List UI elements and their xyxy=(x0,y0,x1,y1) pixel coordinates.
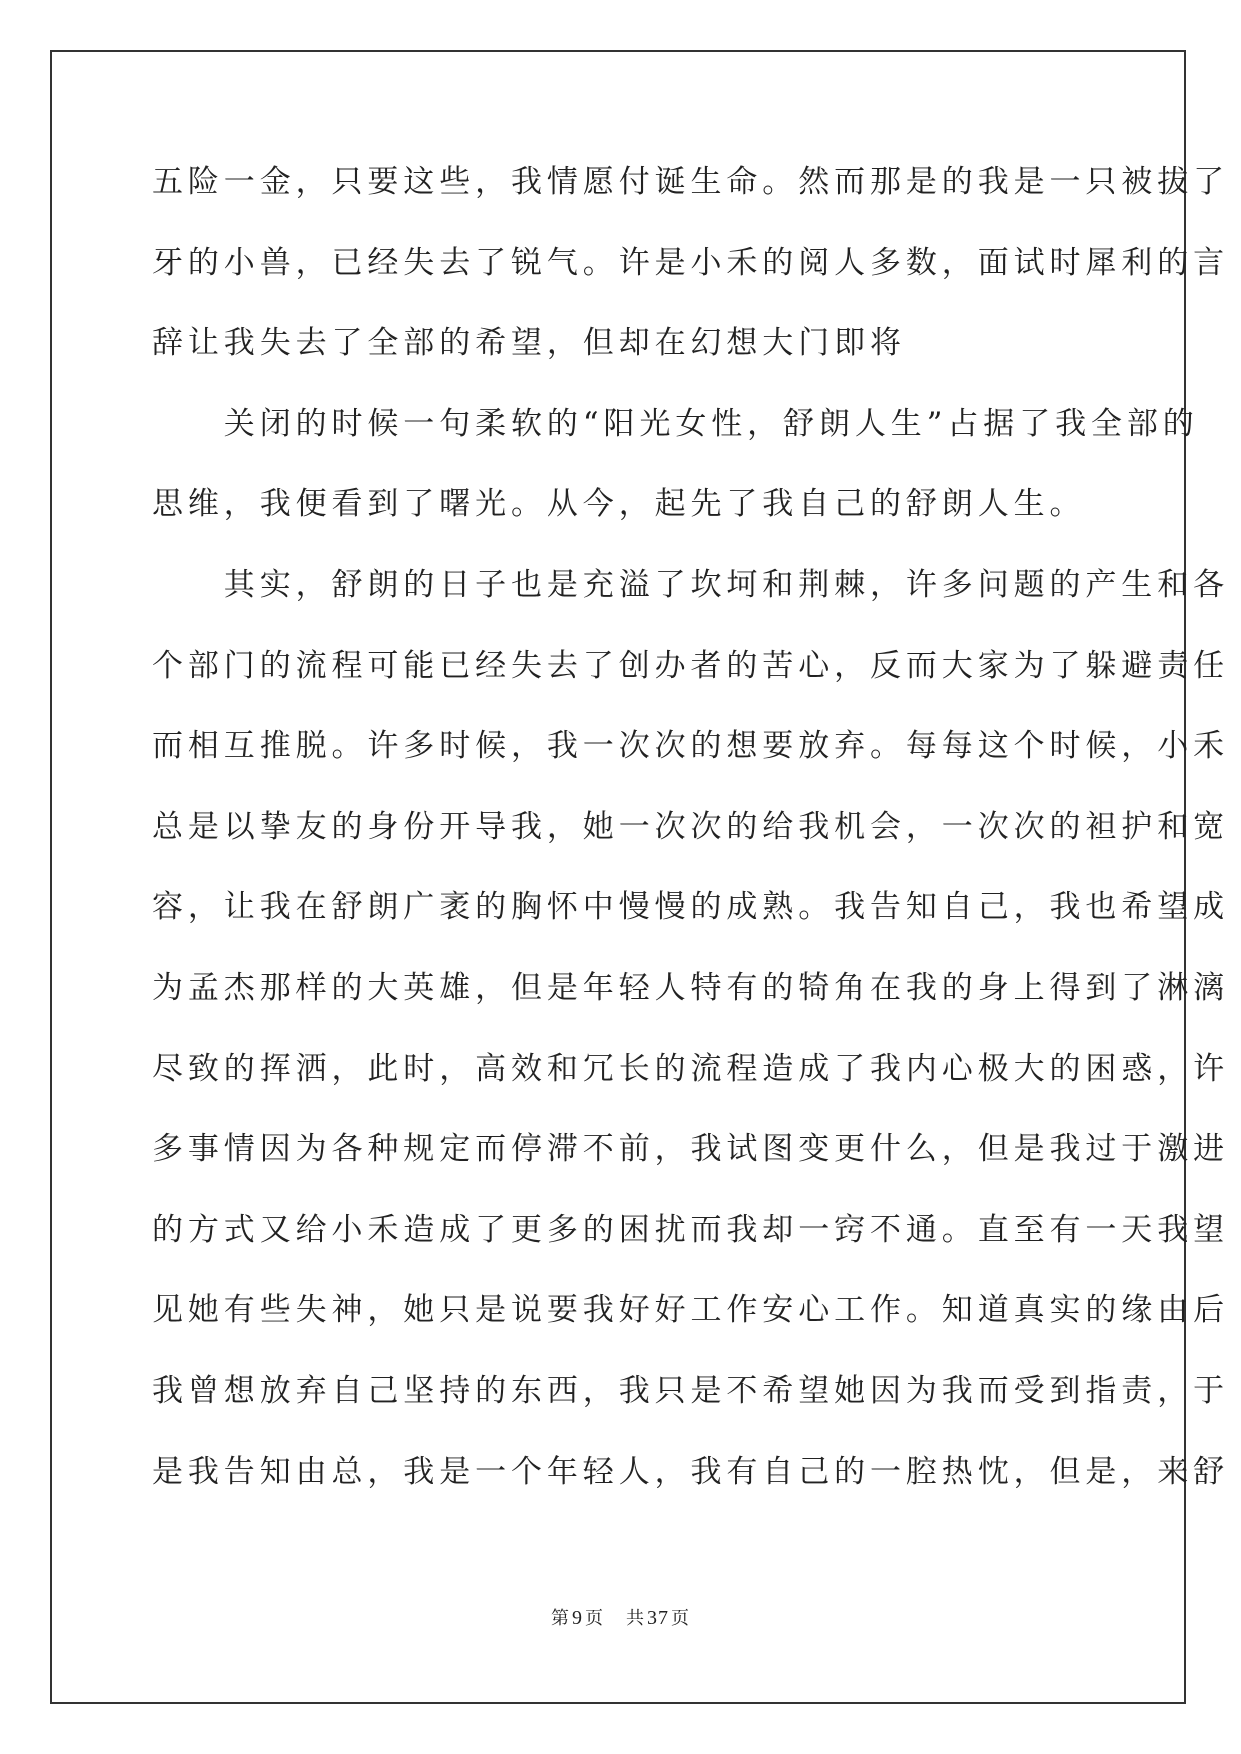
page-number: 9 xyxy=(572,1607,583,1629)
page-footer xyxy=(0,1604,1241,1630)
text-line: 尽致的挥洒，此时，高效和冗长的流程造成了我内心极大的困惑，许 xyxy=(152,1050,1229,1087)
total-pages: 37 xyxy=(647,1607,669,1629)
text-line: 关闭的时候一句柔软的“阳光女性，舒朗人生”占据了我全部的 xyxy=(152,405,1199,442)
text-line: 我曾想放弃自己坚持的东西，我只是不希望她因为我而受到指责，于 xyxy=(152,1372,1229,1409)
text-line: 其实，舒朗的日子也是充溢了坎坷和荆棘，许多问题的产生和各 xyxy=(152,566,1229,603)
footer-total-suffix: 页 xyxy=(671,1608,690,1629)
footer-prefix: 第 xyxy=(551,1608,570,1629)
text-line: 为孟杰那样的大英雄，但是年轻人特有的犄角在我的身上得到了淋漓 xyxy=(152,969,1229,1006)
text-line: 容，让我在舒朗广袤的胸怀中慢慢的成熟。我告知自己，我也希望成 xyxy=(152,889,1229,926)
footer-page-suffix: 页 xyxy=(585,1608,604,1629)
text-line: 见她有些失神，她只是说要我好好工作安心工作。知道真实的缘由后 xyxy=(152,1292,1229,1329)
text-line: 思维，我便看到了曙光。从今，起先了我自己的舒朗人生。 xyxy=(152,486,1086,523)
footer-total-prefix: 共 xyxy=(626,1608,645,1629)
text-line: 个部门的流程可能已经失去了创办者的苦心，反而大家为了躲避责任 xyxy=(152,647,1229,684)
text-line: 是我告知由总，我是一个年轻人，我有自己的一腔热忱，但是，来舒 xyxy=(152,1453,1229,1490)
document-body xyxy=(152,152,1229,1522)
text-line: 牙的小兽，已经失去了锐气。许是小禾的阅人多数，面试时犀利的言 xyxy=(152,244,1229,281)
text-line: 的方式又给小禾造成了更多的困扰而我却一窍不通。直至有一天我望 xyxy=(152,1211,1229,1248)
text-line: 五险一金，只要这些，我情愿付诞生命。然而那是的我是一只被拔了 xyxy=(152,164,1229,200)
text-line: 总是以挚友的身份开导我，她一次次的给我机会，一次次的袒护和宽 xyxy=(152,808,1229,845)
text-line: 多事情因为各种规定而停滞不前，我试图变更什么，但是我过于激进 xyxy=(152,1131,1229,1168)
text-line: 而相互推脱。许多时候，我一次次的想要放弃。每每这个时候，小禾 xyxy=(152,728,1229,765)
text-line: 辞让我失去了全部的希望，但却在幻想大门即将 xyxy=(152,325,906,362)
